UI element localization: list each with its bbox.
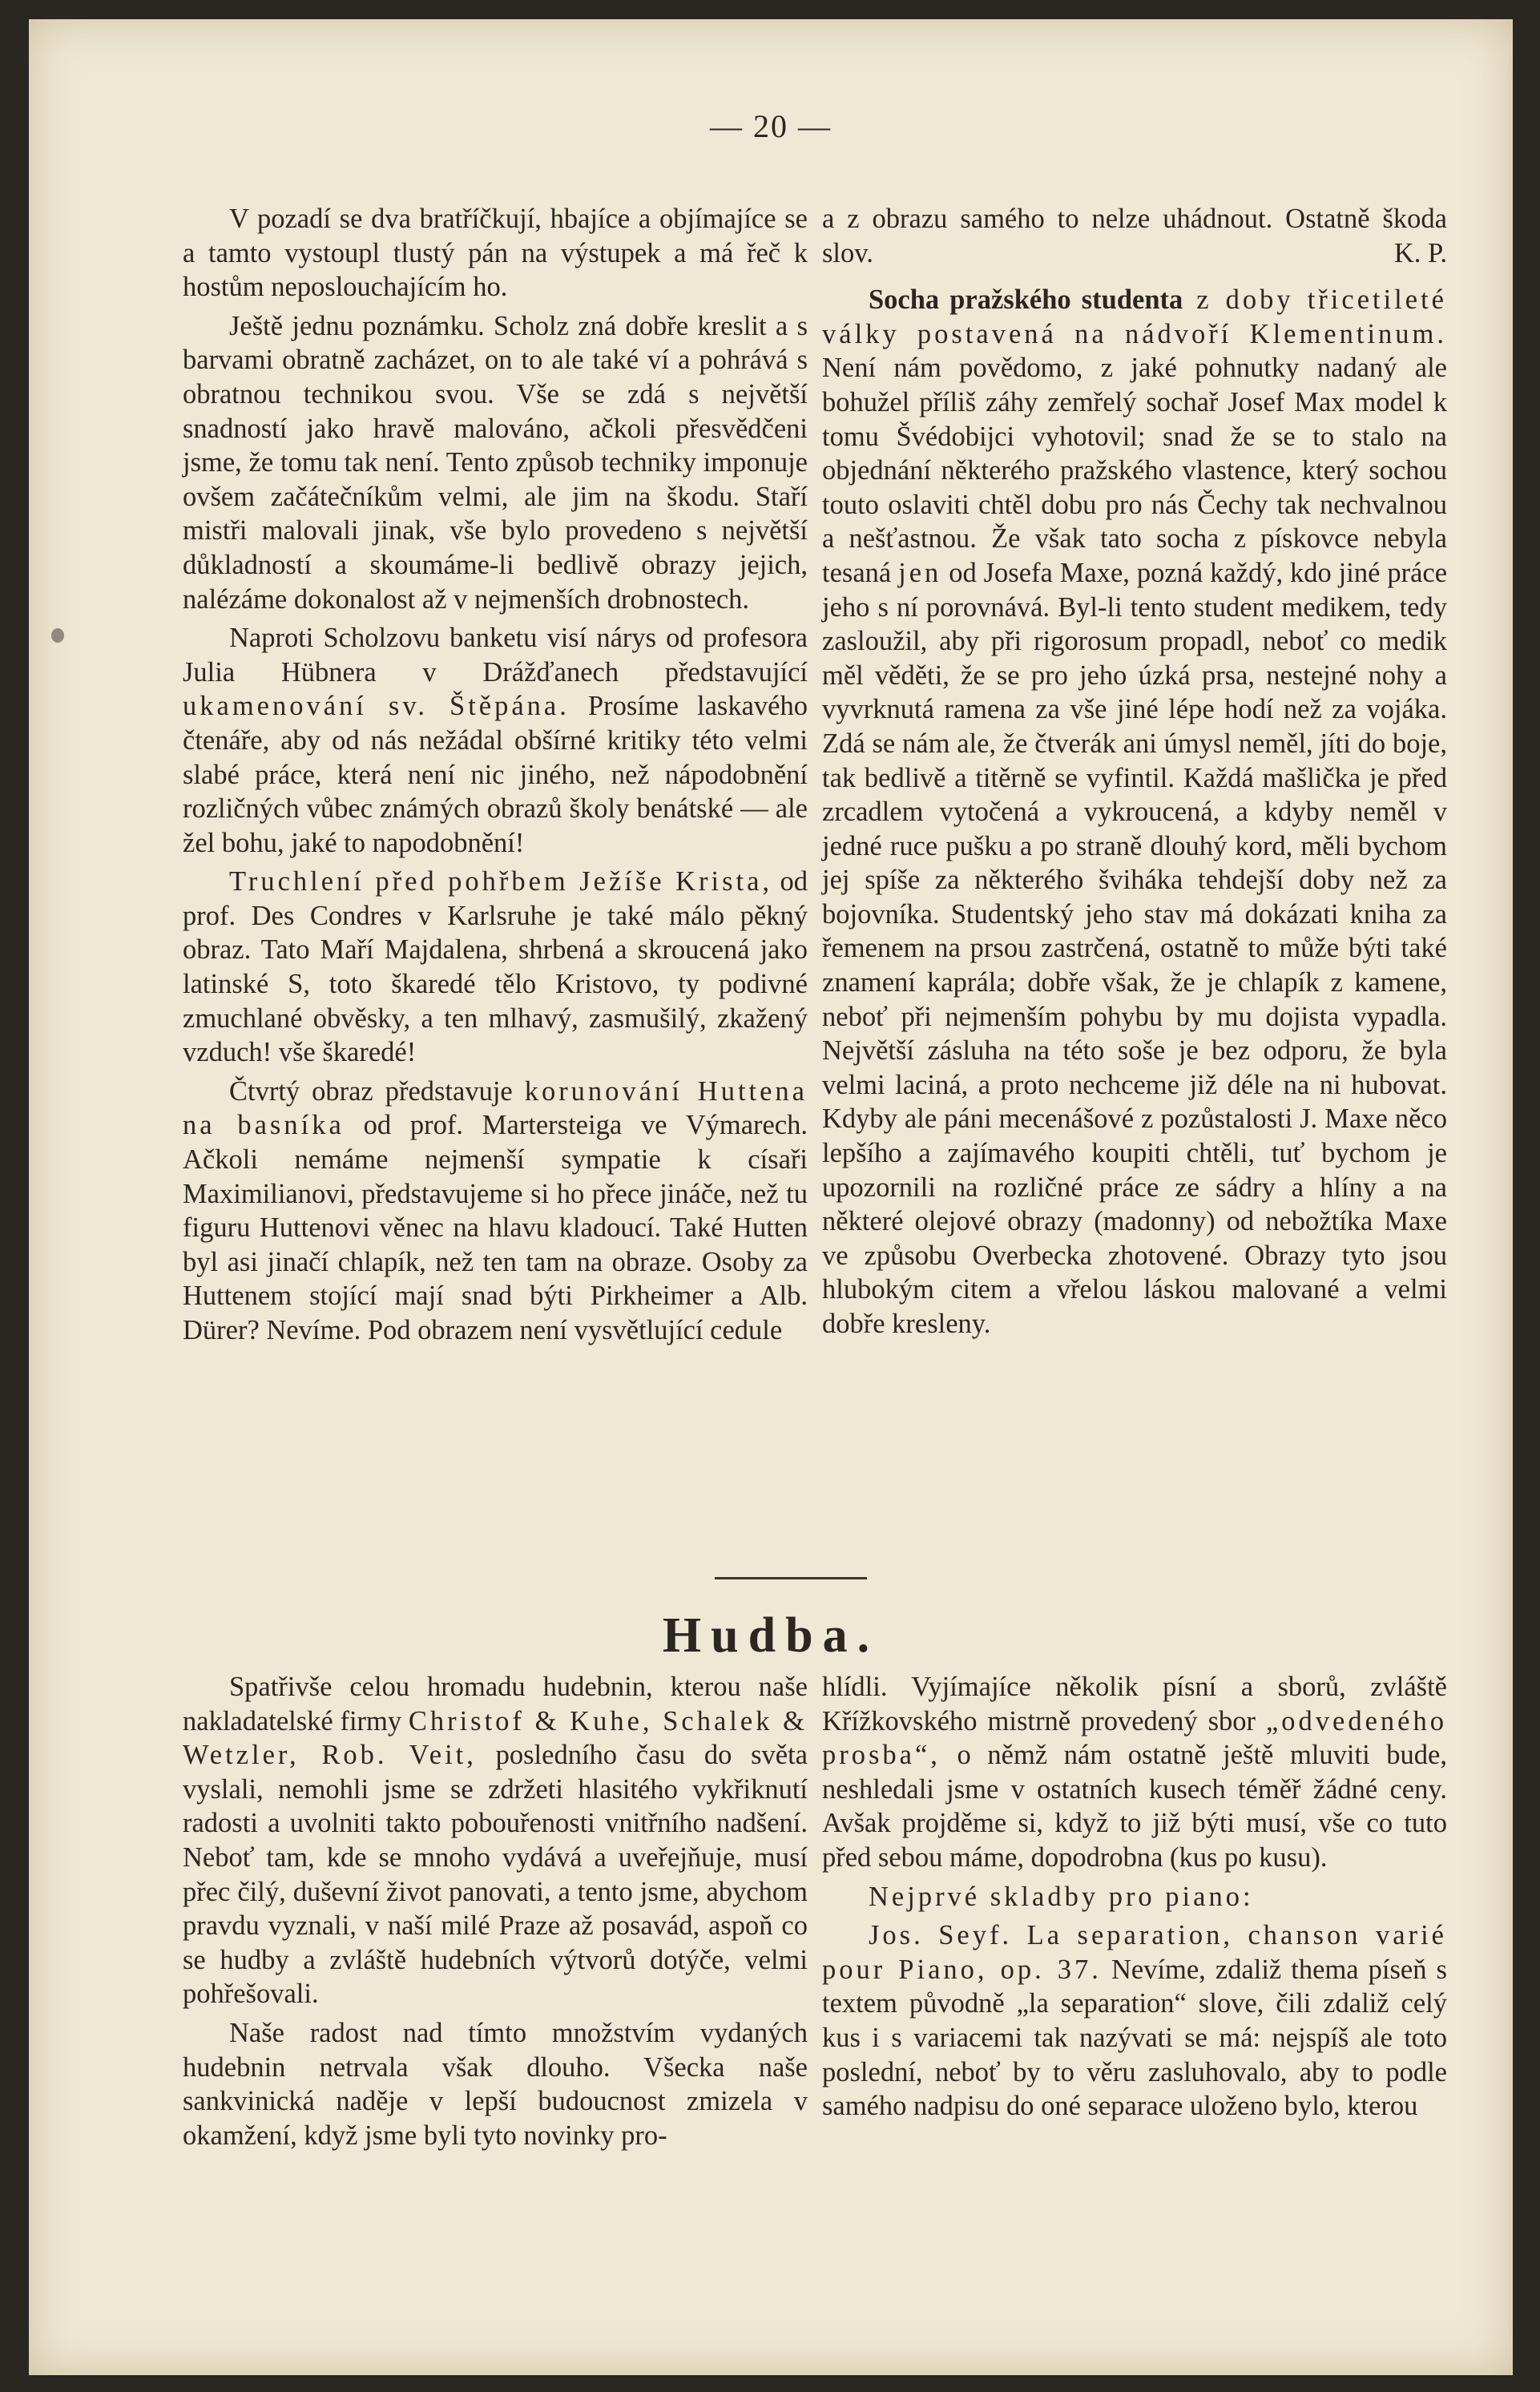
right-column-bottom [822,1670,1447,2128]
left-column-bottom [183,1670,808,2157]
section-divider [715,1577,867,1579]
spaced-title: Jos. Seyf. La separation, chanson varié pour Piano, op. 37. [822,1920,1447,1985]
spaced-title: Christof & Kuhe, Schalek & Wetzler, Rob. Veit, [183,1705,808,1771]
paragraph [822,1918,1447,2124]
page-sheet [29,19,1513,2375]
paragraph [183,1075,808,1348]
text-run: Nevíme, zdaliž thema píseň s textem původně „la separation“ slove, čili zdaliž celý kus i s variacemi tak nazývati se má: nejspíš ale toto poslední, neboť by to věru zasluhovalo, aby to podle samého nadpisu do oné separace uloženo bylo, kterou [822,1954,1447,2122]
spaced-title: Truchlení před pohřbem Ježíše Krista, [229,866,773,898]
left-column-top [183,202,808,1353]
paragraph [822,1670,1447,1875]
paragraph: Ještě jednu poznámku. Scholz zná dobře kreslit a s barvami obratně zacházet, on to ale také ví a pohrává s obratnou technikou svou. Vše se zdá s největší snadností jako hravě malováno, ačkoli přesvědčeni jsme, že tomu tak není. Tento způsob techniky imponuje ovšem začátečníkům velmi, ale jim na škodu. Staří mistři malovali jinak, vše bylo provedeno s největší důkladností a skoumáme-li bedlivě obrazy jejich, nalézáme dokonalost až v nejmenších drobnostech. [183,310,808,615]
text-run: Spatřivše celou hromadu hudebnin, kterou naše nakladatelské firmy [183,1672,808,1737]
text-run: od prof. Des Condres v Karlsruhe je také málo pěkný obraz. Tato Maří Majdalena, shrbená a skroucená jako latinské S, toto škaredé tělo Kristovo, ty podivné zmuchlané obvěsky, a ten mlhavý, zasmušilý, zkažený vzduch! vše škaredé! [183,866,808,1068]
spaced-title: korunování Huttena na basníka [183,1075,808,1141]
paragraph [183,865,808,1070]
text-run: Naproti Scholzovu banketu visí nárys od profesora Julia Hübnera v Drážďanech představující [183,623,808,688]
spaced-title: Nejprvé skladby pro piano: [869,1881,1254,1912]
paragraph [183,1670,808,2011]
section-title: Hudba. [662,1608,880,1663]
paragraph: V pozadí se dva bratříčkují, hbajíce a objímajíce se a tamto vystoupl tlustý pán na výstupek a má řeč k hostům neposlouchajícím ho. [183,204,808,303]
page-stain [51,628,64,643]
text-run: Čtvrtý obraz představuje [229,1075,525,1107]
author-signature: K. P. [1393,237,1447,268]
text-run: od Josefa Maxe, pozná každý, kdo jiné práce jeho s ní porovnává. Byl-li tento student medikem, tedy zasloužil, aby při rigorosum propadl, neboť co medik měl věděti, že se pro jeho úzká prsa, nestejné nohy a vyvrknutá ramena za vše jiné lépe hodí než za vojáka. Zdá se nám ale, že čtverák ani úmysl neměl, jíti do boje, tak bedlivě a titěrně se vyfintil. Každá mašlička je před zrcadlem vytočená a vykroucená, a kdyby neměl v jedné ruce pušku a po straně dlouhý kord, měli bychom jej spíše za některého šviháka tehdejší doby než za bojovníka. Studentský jeho stav má dokázati kniha za řemenem na prsou zastrčená, ostatně to může býti také znamení kaprála; dobře však, že je chlapík z kamene, neboť při nejmenším pohybu by mu dojista vypadla. Největší zásluha na této soše je bez odporu, že byla velmi laciná, a proto nechceme již déle na ni hubovat. Kdyby ale páni mecenášové z pozůstalosti J. Maxe něco lepšího a zajímavého koupiti chtěli, tuť bychom je upozornili na rozličné práce ze sádry a hlíny a na některé olejové obrazy (madonny) od nebožtíka Maxe ve způsobu Overbecka zhotovené. Obrazy tyto jsou hlubokým citem a vřelou láskou malované a velmi dobře kresleny. [822,557,1448,1339]
text-run: hlídli. Vyjímajíce několik písní a sborů, zvláště Křížkovského mistrně provedený sbor [822,1672,1447,1737]
text-run: Není nám povědomo, z jaké pohnutky nadaný ale bohužel příliš záhy zemřelý sochař Josef Max model k tomu Švédobijci vyhotovil; snad že se to stalo na objednání některého pražského vlastence, který sochou touto oslaviti chtěl dobu pro nás Čechy tak nechvalnou a nešťastnou. Že však tato socha z pískovce nebyla tesaná [822,353,1447,588]
paragraph [183,621,808,860]
text-run: o němž nám ostatně ještě mluviti bude, neshledali jsme v ostatních kusech téměř žádné ceny. Avšak projděme si, když to již býti musí, vše co tuto před sebou máme, dopodrobna (kus po kusu). [822,1740,1447,1873]
spaced-title: „odvedeného prosba“, [822,1705,1447,1771]
spaced-word: jen [898,557,942,588]
text-run: Prosíme laskavého čtenáře, aby od nás nežádal obšírné kritiky této velmi slabé práce, která není nic jiného, než nápodobnění rozličných vůbec známých obrazů školy benátské — ale žel bohu, jaké to napodobnění! [183,691,808,858]
paragraph [822,202,1447,270]
page-number: — 20 — [710,108,832,144]
text-run: posledního času do světa vyslali, nemohli jsme se zdržeti hlasitého vykřiknutí radosti a uvolniti takto pobouřenosti vnitřního nadšení. Neboť tam, kde se mnoho vydává a uveřejňuje, musí přec čilý, duševní život panovati, a tento jsme, abychom pravdu vyznali, v naší milé Praze až posavád, aspoň co se hudby a zvláště hudebních výtvorů dotýče, velmi pohřešovali. [183,1740,808,2010]
right-column-top [822,202,1447,1346]
subheading [822,1880,1447,1914]
text-run: od prof. Martersteiga ve Výmarech. Ačkoli nemáme nejmenší sympatie k císaři Maximilianovi, představujeme si ho přece jináče, než tu figuru Huttenovi věnec na hlavu kladoucí. Také Hutten byl asi jinačí chlapík, než ten tam na obraze. Osoby za Huttenem stojící mají snad býti Pirkheimer a Alb. Dürer? Nevíme. Pod obrazem není vysvětlující cedule [183,1110,808,1345]
text-run: a z obrazu samého to nelze uhádnout. Ostatně škoda slov. [822,204,1447,268]
paragraph [822,283,1447,1341]
article-heading: Socha pražského studenta [869,284,1183,316]
spaced-title: z doby třicetileté války postavená na nádvoří Klementinum. [822,284,1447,349]
paragraph: Naše radost nad tímto množstvím vydaných hudebnin netrvala však dlouho. Všecka naše sankvinická naděje v lepší budoucnost zmizela v okamžení, když jsme byli tyto novinky pro- [183,2017,808,2151]
spaced-title: ukamenování sv. Štěpána. [183,691,570,722]
